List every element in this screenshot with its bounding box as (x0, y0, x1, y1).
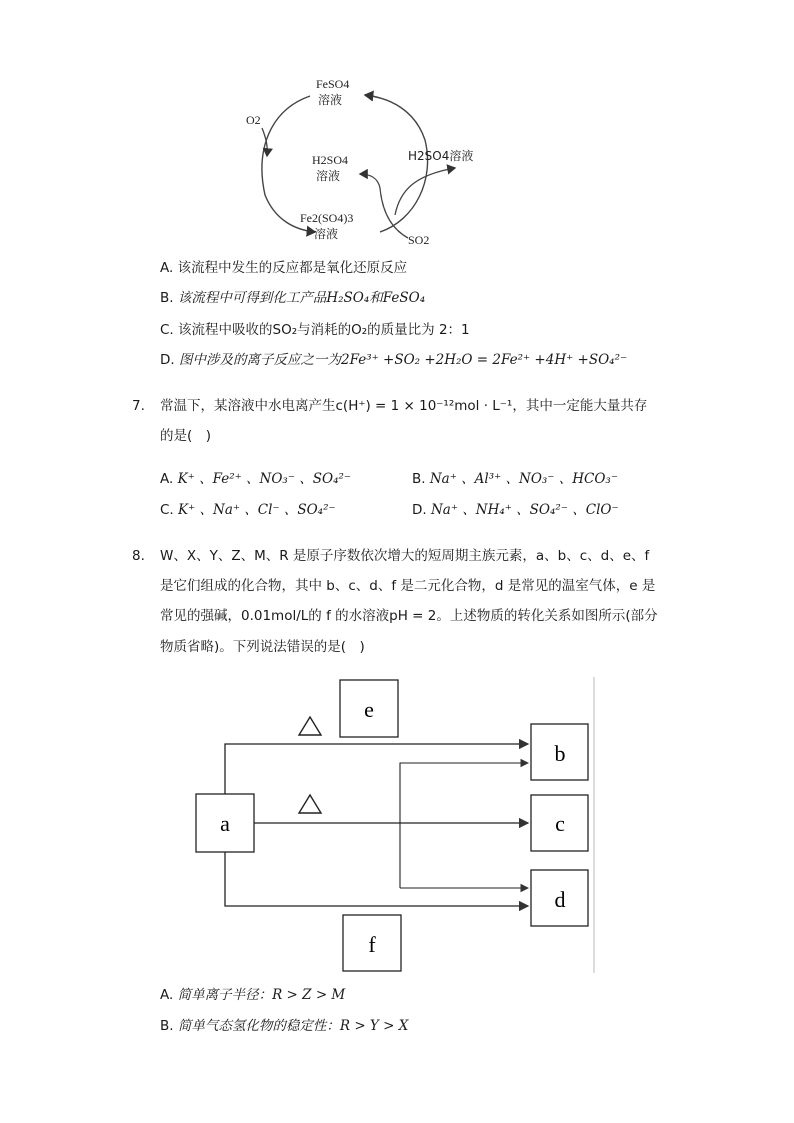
q6-option-b[interactable]: B. 该流程中可得到化工产品H₂SO₄和FeSO₄ (160, 290, 426, 306)
so2-label: SO2 (408, 233, 430, 247)
reaction-diagram (195, 675, 597, 977)
cycle-diagram (230, 70, 490, 250)
q8-stem-line3: 常见的强碱，0.01mol/L的 f 的水溶液pH = 2。上述物质的转化关系如图所示(部分 (160, 608, 658, 624)
q8-number: 8. (132, 548, 145, 564)
h2so4-center-label: H2SO4 (312, 153, 349, 167)
arrow-a-to-b (225, 744, 528, 794)
o2-label: O2 (246, 113, 261, 127)
q7-option-a[interactable]: A. K⁺ 、Fe²⁺ 、NO₃⁻ 、SO₄²⁻ (160, 471, 352, 487)
fe2so43-sol: 溶液 (314, 227, 339, 241)
label-c: c (555, 811, 565, 836)
q7-stem-line2: 的是( ) (160, 428, 212, 444)
label-e: e (364, 697, 374, 722)
q8-stem-line2: 是它们组成的化合物，其中 b、c、d、f 是二元化合物，d 是常见的温室气体，e 是 (160, 578, 656, 594)
heat-symbol-mid (299, 795, 321, 813)
q7-option-d[interactable]: D. Na⁺ 、NH₄⁺ 、SO₄²⁻ 、ClO⁻ (412, 502, 619, 518)
q7-number: 7. (132, 398, 145, 414)
feso4-sol-label: 溶液 (318, 93, 343, 107)
heat-symbol-top (299, 717, 321, 735)
q7-stem-line1: 常温下，某溶液中水电离产生c(H⁺) = 1 × 10⁻¹²mol · L⁻¹，其中一定能大量共存 (160, 398, 648, 414)
q7-option-c[interactable]: C. K⁺ 、Na⁺ 、Cl⁻ 、SO₄²⁻ (160, 502, 336, 518)
fe2so43-label: Fe2(SO4)3 (300, 211, 354, 225)
label-a: a (220, 811, 230, 836)
h2so4-out-label: H2SO4溶液 (408, 149, 474, 163)
q8-option-b[interactable]: B. 简单气态氢化物的稳定性：R > Y > X (160, 1018, 409, 1034)
label-f: f (368, 932, 376, 957)
h2so4-out-arrow (395, 168, 455, 215)
feso4-label: FeSO4 (316, 77, 350, 91)
arrow-a-to-d (225, 852, 528, 906)
arrow-branch-to-b (400, 763, 528, 888)
label-b: b (554, 741, 566, 766)
q8-stem-line1: W、X、Y、Z、M、R 是原子序数依次增大的短周期主族元素，a、b、c、d、e、f (160, 548, 650, 564)
q8-option-a[interactable]: A. 简单离子半径：R > Z > M (160, 987, 346, 1003)
q7-option-b[interactable]: B. Na⁺ 、Al³⁺ 、NO₃⁻ 、HCO₃⁻ (412, 471, 618, 487)
q6-option-c[interactable]: C. 该流程中吸收的SO₂与消耗的O₂的质量比为 2：1 (160, 322, 470, 338)
so2-arrow (360, 174, 408, 238)
h2so4-center-sol: 溶液 (316, 169, 341, 183)
q6-option-d[interactable]: D. 图中涉及的离子反应之一为2Fe³⁺ +SO₂ +2H₂O = 2Fe²⁺ +4H⁺ +SO₄²⁻ (160, 352, 628, 368)
q8-stem-line4: 物质省略)。下列说法错误的是( ) (160, 639, 365, 655)
q6-option-a[interactable]: A. 该流程中发生的反应都是氧化还原反应 (160, 260, 408, 276)
label-d: d (554, 887, 566, 912)
